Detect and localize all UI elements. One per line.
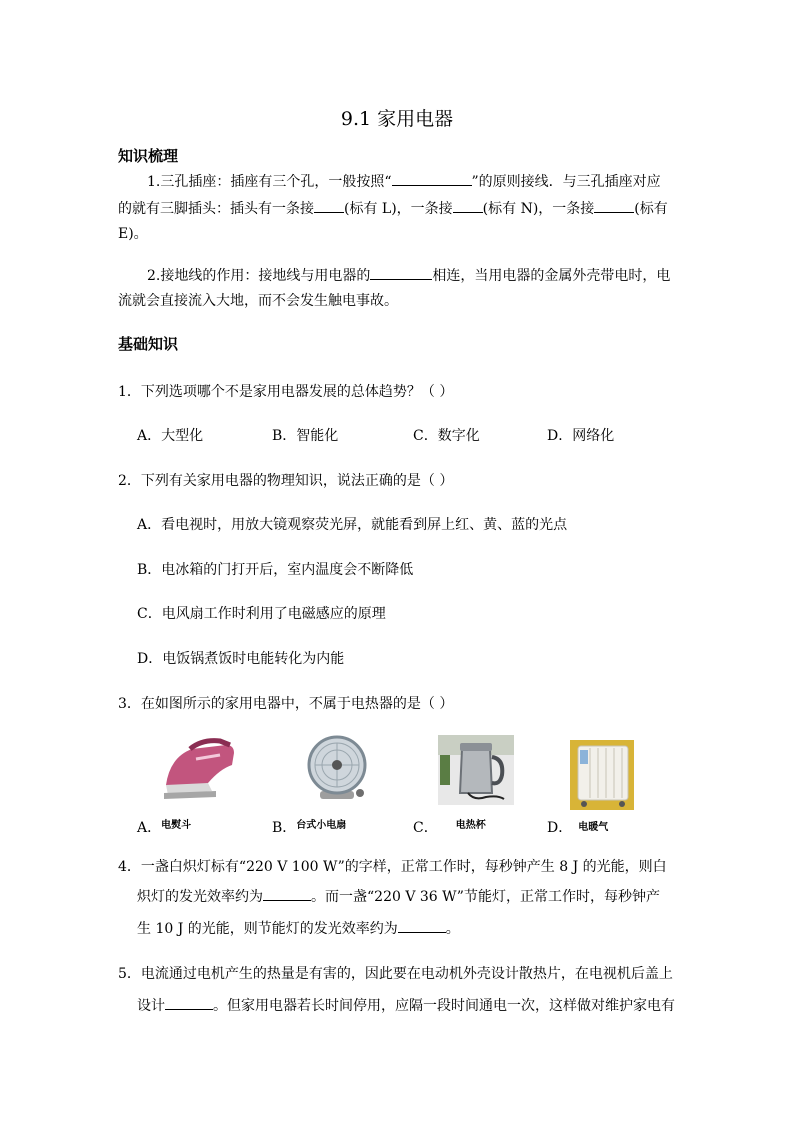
q2-option-c[interactable]: C．电风扇工作时利用了电磁感应的原理 [137, 606, 386, 622]
text: 生 10 J 的光能，则节能灯的发光效率约为 [137, 921, 398, 937]
page-title: 9.1 家用电器 [340, 108, 454, 130]
heater-image [570, 740, 634, 810]
q2-option-a[interactable]: A．看电视时，用放大镜观察荧光屏，就能看到屏上红、黄、蓝的光点 [137, 517, 568, 533]
knowledge-p2-line2: 流就会直接流入大地，而不会发生触电事故。 [118, 293, 398, 309]
answer-blank[interactable] [370, 265, 432, 280]
q1-option-d[interactable]: D．网络化 [547, 428, 615, 444]
section-heading-knowledge: 知识梳理 [118, 147, 179, 165]
image-caption: 电熨斗 [161, 820, 192, 831]
q3-stem: 3．在如图所示的家用电器中，不属于电热器的是（ ） [118, 696, 454, 712]
knowledge-p1-line3: E)。 [118, 226, 148, 242]
q3-option-c[interactable] [413, 818, 486, 840]
text: 炽灯的发光效率约为 [137, 889, 263, 905]
text: 1.三孔插座：插座有三个孔，一般按照“ [147, 174, 392, 190]
text: ”的原则接线．与三孔插座对应 [471, 174, 661, 190]
text: (标有 [634, 201, 668, 217]
q1-stem: 1．下列选项哪个不是家用电器发展的总体趋势？（ ） [118, 384, 454, 400]
answer-blank[interactable] [392, 171, 472, 186]
text: (标有 L)，一条接 [344, 201, 453, 217]
answer-blank[interactable] [263, 886, 311, 901]
q4-line1: 4．一盏白炽灯标有“220 V 100 W”的字样，正常工作时，每秒钟产生 8 J 的光能，则白 [118, 859, 667, 875]
q3-option-a[interactable] [137, 818, 191, 840]
option-letter: D． [547, 820, 573, 836]
answer-blank[interactable] [314, 198, 344, 213]
text: 设计 [137, 998, 165, 1014]
text: (标有 N)，一条接 [482, 201, 595, 217]
q2-option-d[interactable]: D．电饭锅煮饭时电能转化为内能 [137, 651, 345, 667]
image-caption: 电热杯 [455, 820, 486, 831]
q3-option-b[interactable] [272, 818, 346, 840]
q4-line3 [137, 918, 460, 939]
option-letter: A． [137, 820, 162, 836]
image-caption: 电暖气 [578, 822, 609, 833]
q1-option-a[interactable]: A．大型化 [137, 428, 204, 444]
q1-option-c[interactable]: C．数字化 [413, 428, 480, 444]
section-heading-basics: 基础知识 [118, 335, 179, 353]
text: 。但家用电器若长时间停用，应隔一段时间通电一次，这样做对维护家电有 [213, 998, 675, 1014]
text: 的就有三脚插头：插头有一条接 [118, 201, 314, 217]
answer-blank[interactable] [165, 995, 213, 1010]
text: 相连，当用电器的金属外壳带电时，电 [432, 268, 671, 284]
answer-blank[interactable] [453, 198, 483, 213]
text: 2.接地线的作用：接地线与用电器的 [147, 268, 371, 284]
knowledge-p1-line2 [118, 198, 668, 219]
q4-line2 [137, 886, 660, 907]
q5-line1: 5．电流通过电机产生的热量是有害的，因此要在电动机外壳设计散热片，在电视机后盖上 [118, 966, 673, 982]
image-caption: 台式小电扇 [296, 820, 347, 831]
desk-fan-image [302, 733, 372, 805]
q2-option-b[interactable]: B．电冰箱的门打开后，室内温度会不断降低 [137, 562, 414, 578]
option-letter: B． [272, 820, 297, 836]
knowledge-p2-line1 [147, 265, 670, 286]
iron-image [160, 735, 242, 803]
answer-blank[interactable] [398, 918, 446, 933]
answer-blank[interactable] [594, 198, 634, 213]
text: 。而一盏“220 V 36 W”节能灯，正常工作时，每秒钟产 [311, 889, 660, 905]
option-letter: C． [413, 820, 438, 836]
q1-option-b[interactable]: B．智能化 [272, 428, 339, 444]
knowledge-p1-line1 [147, 171, 661, 192]
electric-cup-image [438, 735, 514, 805]
q3-option-d[interactable] [547, 818, 608, 840]
q5-line2 [137, 995, 675, 1016]
text: 。 [445, 921, 460, 937]
q2-stem: 2．下列有关家用电器的物理知识，说法正确的是（ ） [118, 473, 454, 489]
